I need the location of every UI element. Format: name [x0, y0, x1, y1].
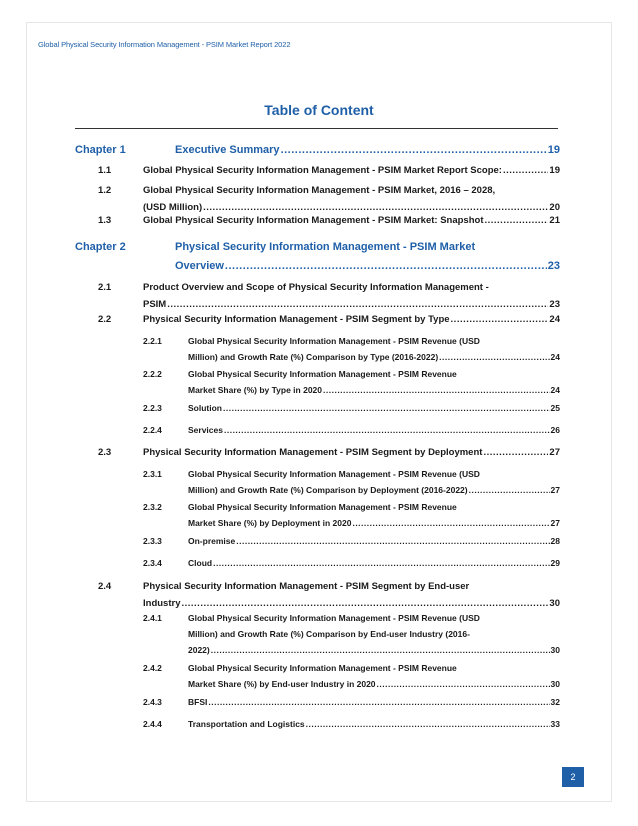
dot-leader	[211, 642, 550, 658]
toc-entry-title: Global Physical Security Information Management - PSIM Revenue (USD	[188, 613, 480, 623]
toc-entry-number: 2.2.1	[143, 336, 162, 346]
dot-leader	[469, 482, 550, 498]
toc-entry-title: (USD Million)	[143, 202, 203, 213]
dot-leader	[377, 676, 550, 692]
toc-entry-number: 2.2.2	[143, 369, 162, 379]
dot-leader	[223, 400, 550, 416]
toc-entry-number: 2.2.4	[143, 425, 162, 435]
toc-entry-title: Industry	[143, 598, 181, 609]
toc-entry-title: 2022)	[188, 645, 210, 655]
dot-leader	[224, 422, 550, 438]
toc-page-number: 32	[550, 697, 560, 707]
toc-page-number: 29	[550, 558, 560, 568]
toc-entry-number: 2.2.3	[143, 403, 162, 413]
toc-entry-number: 2.3.2	[143, 502, 162, 512]
toc-page-number: 25	[550, 403, 560, 413]
toc-page-number: 23	[549, 299, 560, 310]
toc-entry-title: Solution	[188, 403, 222, 413]
dot-leader	[225, 257, 547, 276]
toc-page-number: 30	[549, 598, 560, 609]
toc-entry-number: Chapter 1	[75, 144, 126, 156]
toc-page-number: 28	[550, 536, 560, 546]
toc-entry-title: Global Physical Security Information Management - PSIM Market, 2016 – 2028,	[143, 185, 496, 196]
dot-leader	[483, 444, 548, 461]
dot-leader	[236, 533, 549, 549]
toc-page-number: 27	[550, 518, 560, 528]
toc-entry-title: Global Physical Security Information Management - PSIM Revenue	[188, 369, 457, 379]
page-number: 2	[562, 767, 584, 787]
toc-entry-title: Transportation and Logistics	[188, 719, 305, 729]
toc-entry-title: On-premise	[188, 536, 236, 546]
toc-entry-number: Chapter 2	[75, 241, 126, 253]
toc-entry-number: 2.3.1	[143, 469, 162, 479]
toc-entry-title: Million) and Growth Rate (%) Comparison by End-user Industry (2016-	[188, 629, 470, 639]
toc-entry-number: 2.4.3	[143, 697, 162, 707]
toc-page-number: 27	[550, 485, 560, 495]
toc-page-number: 33	[550, 719, 560, 729]
toc-entry-title: Market Share (%) by Type in 2020	[188, 385, 323, 395]
toc-entry-title: Global Physical Security Information Management - PSIM Revenue (USD	[188, 469, 480, 479]
toc-entry-number: 1.2	[98, 185, 112, 196]
toc-page-number: 20	[549, 202, 560, 213]
toc-entry-title: Physical Security Information Management - PSIM Market	[175, 241, 476, 253]
toc-entry-title: Services	[188, 425, 223, 435]
toc-entry-title: Overview	[175, 260, 224, 272]
toc-entry-title: Million) and Growth Rate (%) Comparison by Deployment (2016-2022)	[188, 485, 468, 495]
dot-leader	[451, 311, 549, 328]
toc-page-number: 23	[547, 260, 560, 272]
dot-leader	[323, 382, 550, 398]
toc-entry-number: 2.1	[98, 282, 112, 293]
dot-leader	[484, 212, 548, 229]
toc-page-number: 19	[549, 165, 560, 176]
toc-entry-number: 2.3.4	[143, 558, 162, 568]
dot-leader	[503, 162, 548, 179]
title-rule	[75, 128, 558, 129]
toc-page-number: 24	[550, 385, 560, 395]
toc-page-number: 30	[550, 679, 560, 689]
toc-entry-title: Global Physical Security Information Management - PSIM Revenue	[188, 663, 457, 673]
toc-entry-number: 2.3.3	[143, 536, 162, 546]
toc-entry-title: Product Overview and Scope of Physical Security Information Management -	[143, 282, 489, 293]
running-header: Global Physical Security Information Management - PSIM Market Report 2022	[38, 40, 291, 49]
dot-leader	[352, 515, 549, 531]
toc-page-number: 19	[547, 144, 560, 156]
toc-page-number: 27	[549, 447, 560, 458]
toc-entry-title: Physical Security Information Management - PSIM Segment by End-user	[143, 581, 470, 592]
toc-entry-title: Global Physical Security Information Management - PSIM Revenue	[188, 502, 457, 512]
toc-page-number: 24	[550, 352, 560, 362]
toc-entry-number: 2.4.2	[143, 663, 162, 673]
toc-entry-title: Global Physical Security Information Management - PSIM Market Report Scope:	[143, 165, 502, 176]
toc-entry-title: Market Share (%) by End-user Industry in 2020	[188, 679, 376, 689]
toc-entry-number: 2.2	[98, 314, 112, 325]
toc-page-number: 26	[550, 425, 560, 435]
toc-entry-title: Physical Security Information Management - PSIM Segment by Deployment	[143, 447, 483, 458]
toc-entry-title: Cloud	[188, 558, 213, 568]
toc-entry-title: Million) and Growth Rate (%) Comparison by Type (2016-2022)	[188, 352, 439, 362]
toc-entry-title: Global Physical Security Information Management - PSIM Market: Snapshot	[143, 215, 484, 226]
dot-leader	[281, 141, 547, 160]
dot-leader	[213, 555, 549, 571]
dot-leader	[208, 694, 549, 710]
page-title: Table of Content	[264, 102, 374, 118]
toc-entry-number: 1.1	[98, 165, 112, 176]
toc-entry-title: BFSI	[188, 697, 208, 707]
toc-entry-title: Market Share (%) by Deployment in 2020	[188, 518, 352, 528]
toc-page-number: 30	[550, 645, 560, 655]
toc-entry-title: Physical Security Information Management - PSIM Segment by Type	[143, 314, 450, 325]
toc-entry-number: 2.4.4	[143, 719, 162, 729]
dot-leader	[306, 716, 550, 732]
toc-page-number: 24	[549, 314, 560, 325]
toc-entry-number: 2.4	[98, 581, 112, 592]
toc-entry-title: Executive Summary	[175, 144, 280, 156]
toc-page-number: 21	[549, 215, 560, 226]
toc-entry-title: PSIM	[143, 299, 167, 310]
toc-entry-title: Global Physical Security Information Management - PSIM Revenue (USD	[188, 336, 480, 346]
toc-entry-number: 1.3	[98, 215, 112, 226]
dot-leader	[439, 349, 549, 365]
toc-entry-number: 2.3	[98, 447, 112, 458]
toc-entry-number: 2.4.1	[143, 613, 162, 623]
